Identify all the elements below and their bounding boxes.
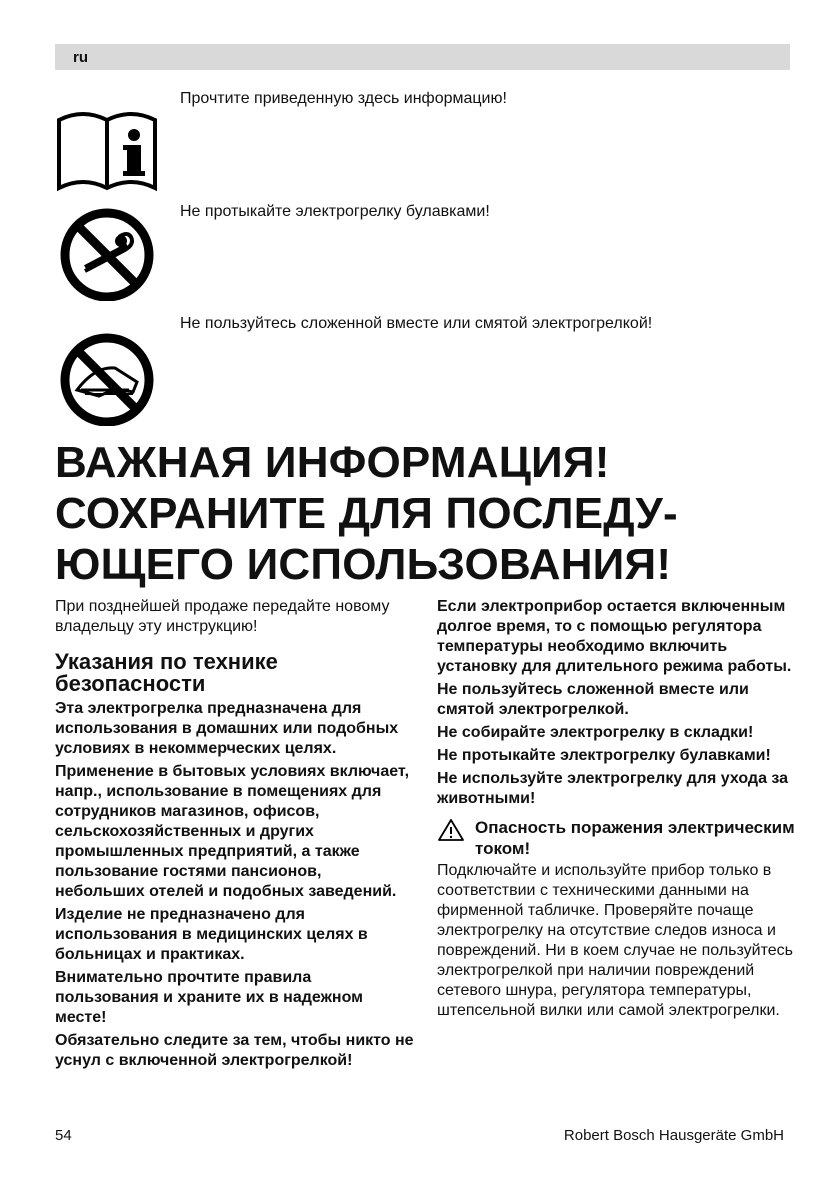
warning-triangle-icon	[437, 818, 465, 842]
safety-paragraph: Не собирайте электрогрелку в складки!	[437, 724, 754, 741]
notice-no-pins: Не протыкайте электрогрелку булавками!	[180, 203, 490, 220]
electric-shock-warning	[437, 817, 797, 859]
safety-paragraph: Не используйте электрогрелку для ухода за животными!	[437, 770, 789, 807]
headline-line-3: ЮЩЕГО ИСПОЛЬЗОВАНИЯ!	[55, 540, 672, 589]
safety-paragraph: Если электроприбор остается включенным долгое время, то с помощью регулятора температуры необходимо включить установку для длительного режима работы.	[437, 598, 792, 675]
intro-text: При позднейшей продаже передайте новому владельцу эту инструкцию!	[55, 598, 390, 635]
important-info-headline	[55, 437, 815, 590]
right-column	[437, 597, 797, 1021]
safety-paragraph: Внимательно прочтите правила пользования и храните их в надежном месте!	[55, 969, 363, 1026]
no-folded-use-icon	[55, 330, 159, 426]
no-pins-icon	[55, 205, 159, 301]
read-instructions-icon	[55, 98, 159, 192]
publisher-name: Robert Bosch Hausgeräte GmbH	[563, 1127, 784, 1144]
language-label: ru	[73, 49, 88, 66]
section-title: Указания по технике безопасности	[55, 649, 278, 696]
safety-paragraph: Не протыкайте электрогрелку булавками!	[437, 747, 771, 764]
warning-title: Опасность поражения электрическим током!	[475, 818, 795, 858]
language-bar	[55, 44, 790, 70]
notice-read-instructions: Прочтите приведенную здесь информацию!	[180, 90, 507, 107]
left-column	[55, 597, 415, 1074]
headline-line-2: СОХРАНИТЕ ДЛЯ ПОСЛЕДУ-	[55, 489, 678, 538]
safety-paragraph: Эта электрогрелка предназначена для использования в домашних или подобных условиях в некоммерческих целях.	[55, 700, 399, 757]
safety-paragraph: Не пользуйтесь сложенной вместе или смятой электрогрелкой.	[437, 681, 749, 718]
safety-paragraph: Применение в бытовых условиях включает, напр., использование в помещениях для сотрудников магазинов, офисов, сельскохозяйственных и других промышленных предприятий, а также пользование гостями пансионов, небольших отелей и подобных заведений.	[55, 763, 410, 900]
page-number: 54	[55, 1127, 72, 1144]
safety-paragraph: Обязательно следите за тем, чтобы никто не уснул с включенной электрогрелкой!	[55, 1032, 414, 1069]
safety-paragraph: Изделие не предназначено для использования в медицинских целях в больницах и практиках.	[55, 906, 368, 963]
headline-line-1: ВАЖНАЯ ИНФОРМАЦИЯ!	[55, 438, 610, 487]
notice-no-folded-use: Не пользуйтесь сложенной вместе или смятой электрогрелкой!	[180, 315, 653, 332]
warning-text: Подключайте и используйте прибор только в соответствии с техническими данными на фирменной табличке. Проверяйте почаще электрогрелку на отсутствие следов износа и повреждений. Ни в коем случае не пользуйтесь электрогрелкой при наличии повреждений сетевого шнура, регулятора температуры, штепсельной вилки или самой электрогрелки.	[437, 862, 793, 1019]
